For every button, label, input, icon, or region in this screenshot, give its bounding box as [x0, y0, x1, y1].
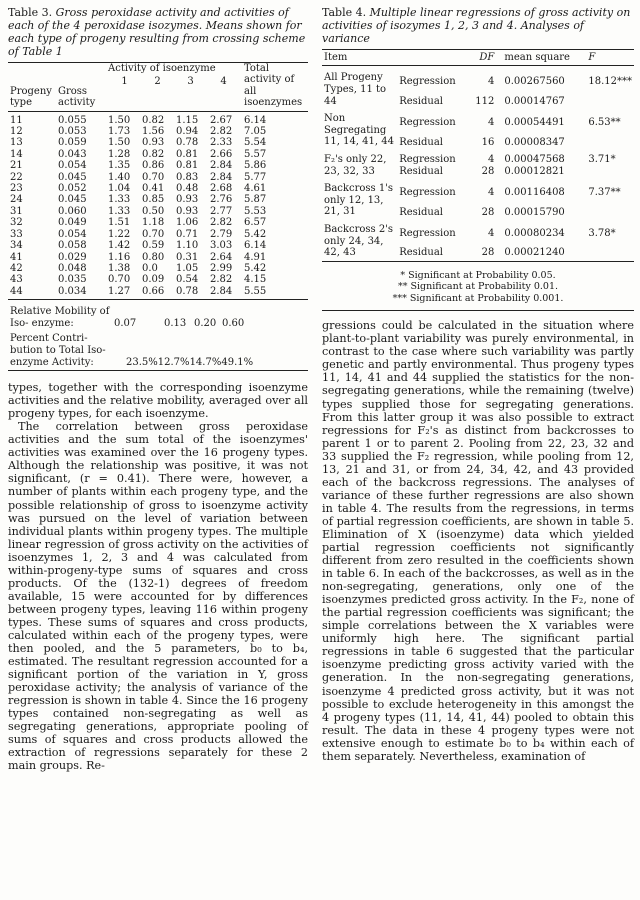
iso2-cell: 0.70: [141, 171, 165, 183]
iso2-cell: 0.86: [141, 160, 165, 172]
table4-source-cell: Regression: [399, 227, 456, 239]
table4-f-cell: 3.71*: [588, 154, 616, 166]
table4-source-cell: Regression: [399, 154, 456, 166]
iso1-cell: 1.04: [108, 183, 131, 195]
table4-bottom-rule: [322, 261, 634, 262]
table3-row: [8, 137, 308, 148]
mobility-4: 0.60: [222, 317, 245, 329]
iso4-cell: 2.77: [209, 205, 233, 217]
table4-source-cell: Residual: [399, 247, 443, 259]
table4-f-cell: 6.53**: [588, 116, 621, 128]
percent-contribution-row: [8, 329, 308, 368]
table3-row: [8, 286, 308, 297]
table4-item-cell: Backcross 1's only 12, 13, 21, 31: [324, 183, 394, 218]
iso3-cell: 0.81: [175, 160, 199, 172]
total-cell: 5.53: [244, 205, 267, 217]
table4-ms-cell: 0.00012821: [504, 165, 565, 177]
iso1-cell: 1.28: [108, 148, 131, 160]
table4-regression-row: [322, 66, 634, 91]
iso4-cell: 2.68: [209, 183, 233, 195]
mobility-1: 0.07: [114, 317, 137, 329]
table3-row: [8, 206, 308, 217]
iso2-cell: 0.09: [141, 274, 165, 286]
table4-item-cell: All Progeny Types, 11 to 44: [324, 72, 387, 107]
col-item: Item: [324, 52, 348, 63]
total-cell: 6.14: [244, 240, 267, 252]
table4-source-cell: Residual: [399, 95, 443, 107]
iso4-cell: 2.82: [209, 274, 233, 286]
table3-row: [8, 126, 308, 137]
table4-f-empty: [586, 166, 634, 178]
total-cell: 6.57: [244, 217, 267, 229]
col-gross-activity: Gross activity: [58, 85, 96, 109]
iso3-cell: 0.78: [175, 137, 199, 149]
table4-df-cell: 28: [481, 247, 495, 259]
table4-f-empty: [586, 132, 634, 148]
iso4-cell: 2.67: [209, 114, 233, 126]
relative-mobility-row: [8, 306, 308, 329]
iso1-cell: 0.70: [108, 274, 131, 286]
table4-source-cell: Residual: [399, 206, 443, 218]
iso-2-header: 2: [154, 76, 161, 88]
table3-row: [8, 229, 308, 240]
iso1-cell: 1.33: [108, 205, 131, 217]
total-cell: 5.42: [244, 262, 267, 274]
table4-ms-cell: 0.00015790: [504, 206, 565, 218]
col-progeny-type: Progeny type: [10, 85, 52, 109]
progeny-type-cell: 33: [10, 228, 23, 240]
iso1-cell: 1.27: [108, 285, 131, 297]
table4-df-cell: 4: [487, 116, 495, 128]
table3-row: [8, 217, 308, 228]
table4-f-empty: [586, 202, 634, 218]
table4-item-cell: F₂'s only 22, 23, 32, 33: [324, 153, 387, 177]
mobility-3: 0.20: [194, 317, 217, 329]
col-mean-square: mean square: [504, 52, 570, 63]
table4-end-rule: [322, 310, 634, 311]
percent-3: 14.7%: [189, 356, 222, 368]
iso3-cell: 0.54: [175, 274, 199, 286]
progeny-type-cell: 24: [10, 194, 23, 206]
table3-label: Table 3.: [8, 6, 53, 19]
iso1-cell: 1.33: [108, 194, 131, 206]
total-cell: 5.42: [244, 228, 267, 240]
iso4-cell: 2.64: [209, 251, 233, 263]
table3-row: [8, 160, 308, 171]
iso3-cell: 0.93: [175, 205, 199, 217]
progeny-type-cell: 44: [10, 285, 23, 297]
table4-ms-cell: 0.00021240: [504, 247, 565, 259]
percent-4: 49.1%: [221, 356, 254, 368]
iso1-cell: 1.50: [108, 137, 131, 149]
iso-1-header: 1: [121, 76, 128, 88]
table4-item-cell: Backcross 2's only 24, 34, 42, 43: [324, 223, 394, 259]
table4-df-cell: 28: [481, 165, 495, 177]
iso3-cell: 1.10: [175, 240, 199, 252]
total-cell: 5.87: [244, 194, 267, 206]
col-total-activity: Total activity of all isoenzymes: [244, 63, 303, 109]
iso2-cell: 0.93: [141, 137, 165, 149]
iso4-cell: 2.84: [209, 171, 233, 183]
percent-values: [112, 329, 308, 368]
iso3-cell: 1.06: [175, 217, 199, 229]
iso4-cell: 2.84: [209, 285, 233, 297]
table3-body: [8, 112, 308, 298]
progeny-type-cell: 13: [10, 137, 23, 149]
table3-footer: [8, 306, 308, 368]
iso4-cell: 2.33: [209, 137, 233, 149]
col-df: DF: [479, 52, 495, 63]
relative-mobility-label: Relative Mobility of Iso- enzyme:: [10, 306, 110, 329]
iso3-cell: 0.78: [175, 285, 199, 297]
gross-activity-cell: 0.048: [58, 262, 87, 274]
table4-notes: [322, 270, 634, 305]
col-isoenzyme-group: [106, 63, 242, 111]
table4-df-cell: 4: [487, 227, 495, 239]
gross-activity-cell: 0.052: [58, 183, 87, 195]
table4-df-cell: 4: [487, 186, 495, 198]
total-cell: 5.77: [244, 171, 267, 183]
progeny-type-cell: 41: [10, 251, 23, 263]
iso2-cell: 0.66: [141, 285, 165, 297]
total-cell: 4.91: [244, 251, 267, 263]
progeny-type-cell: 43: [10, 274, 23, 286]
gross-activity-cell: 0.059: [58, 137, 87, 149]
iso2-cell: 0.80: [141, 251, 165, 263]
table4-f-cell: 3.78*: [588, 227, 616, 239]
table3-row: [8, 112, 308, 126]
table4-source-cell: Residual: [399, 165, 443, 177]
iso1-cell: 1.73: [108, 126, 131, 138]
progeny-type-cell: 31: [10, 205, 23, 217]
progeny-type-cell: 12: [10, 126, 23, 138]
table4-label: Table 4.: [322, 6, 367, 19]
percent-1: 23.5%: [126, 356, 158, 368]
table4-ms-cell: 0.00080234: [504, 227, 565, 239]
gross-activity-cell: 0.043: [58, 148, 87, 160]
progeny-type-cell: 32: [10, 217, 23, 229]
table3-caption-text: Gross peroxidase activity and activities of each of the 4 peroxidase isozymes. Means shown for each type of progeny resulting from crossing scheme of Table 1: [8, 6, 306, 58]
progeny-type-cell: 34: [10, 240, 23, 252]
iso2-cell: 0.0: [141, 262, 158, 274]
iso1-cell: 1.16: [108, 251, 131, 263]
total-cell: 4.15: [244, 274, 267, 286]
iso3-cell: 1.05: [175, 262, 199, 274]
iso4-cell: 2.99: [209, 262, 233, 274]
gross-activity-cell: 0.055: [58, 114, 87, 126]
gross-activity-cell: 0.045: [58, 171, 87, 183]
iso1-cell: 1.50: [108, 114, 131, 126]
gross-activity-cell: 0.045: [58, 194, 87, 206]
table3-bottom-rule: [8, 299, 308, 300]
table4-df-cell: 4: [487, 76, 495, 88]
iso2-cell: 0.82: [141, 114, 165, 126]
total-cell: 5.55: [244, 285, 267, 297]
table3-caption: [8, 6, 308, 58]
note-p01: ** Significant at Probability 0.01.: [397, 281, 559, 293]
table4-ms-cell: 0.00014767: [504, 95, 565, 107]
iso2-cell: 1.18: [141, 217, 165, 229]
table4-f-empty: [586, 91, 634, 107]
iso1-cell: 1.42: [108, 240, 131, 252]
table4-df-cell: 28: [481, 206, 495, 218]
table3-end-rule: [8, 370, 308, 371]
table4-source-cell: Residual: [399, 136, 443, 148]
table3-row: [8, 240, 308, 251]
iso4-cell: 2.66: [209, 148, 233, 160]
table4-df-cell: 4: [487, 154, 495, 166]
iso3-cell: 0.31: [175, 251, 199, 263]
right-paragraph-1: gressions could be calculated in the situation where plant-to-plant variability was purely environmental, in contrast to the case where such variability was partly genetic and partly environmental. Thus progeny types 11, 14, 41 and 44 supplied the statistics for the non-segregating generations, while the remaining (twelve) types supplied those for segregating generations. From this latter group it was also possible to extract regressions for F₂'s as distinct from backcrosses to parent 1 or to parent 2. Pooling from 22, 23, 32 and 33 supplied the F₂ regression, while pooling from 12, 13, 21 and 31, or from 24, 34, 42, and 43 provided each of the backcross regressions. The analyses of variance of these further regressions are also shown in table 4. The results from the regressions, in terms of partial regression coefficients, are shown in table 5. Elimination of X (isoenzyme) data which yielded partial regression coefficients not significantly different from zero resulted in the coefficients shown in table 6. In each of the backcrosses, as well as in the non-segregating, generations, only one of the isoenzymes predicted gross activity. In the F₂, none of the partial regression coefficients was significant; the simple correlations between the X variables were uniformly high here. The significant partial regressions in table 6 suggested that the particular isoenzyme predicting gross activity varied with the generation. In the non-segregating generations, isoenzyme 4 predicted gross activity, but it was not possible to exclude heterogeneity in this amongst the 4 progeny types (11, 14, 41, 44) pooled to obtain this result. The data in these 4 progeny types were not extensive enough to estimate b₀ to b₄ within each of them separately. Nevertheless, examination of: [322, 319, 634, 763]
table4-ms-cell: 0.00267560: [504, 76, 565, 88]
progeny-type-cell: 23: [10, 183, 23, 195]
gross-activity-cell: 0.054: [58, 228, 87, 240]
mobility-2: 0.13: [164, 317, 187, 329]
table4-caption-text: Multiple linear regressions of gross activity on activities of isozymes 1, 2, 3 and 4. Analyses of variance: [322, 6, 631, 45]
left-paragraph-2: The correlation between gross peroxidase activities and the sum total of the isoenzymes' activities was examined over the 16 progeny types. Although the relationship was positive, it was not significant, (r = 0.41). There were, however, a number of plants within each progeny type, and the possible relationship of gross to isoenzyme activity was pursued on the level of variation between individual plants within progeny types. The multiple linear regression of gross activity on the activities of isoenzymes 1, 2, 3 and 4 was calculated from within-progeny-type sums of squares and cross products. Of the (132-1) degrees of freedom available, 15 were accounted for by differences between progeny types, leaving 116 within progeny types. These sums of squares and cross products, calculated within each of the progeny types, were then pooled, and the 5 parameters, b₀ to b₄, estimated. The resultant regression accounted for a significant portion of the variation in Y, gross peroxidase activity; the analysis of variance of the regression is shown in table 4. Since the 16 progeny types contained non-segregating as well as segregating generations, appropriate pooling of sums of squares and cross products allowed the extraction of regressions separately for these 2 main groups. Re-: [8, 420, 308, 773]
gross-activity-cell: 0.035: [58, 274, 87, 286]
progeny-type-cell: 22: [10, 171, 23, 183]
table4-df-cell: 16: [481, 136, 495, 148]
total-cell: 4.61: [244, 183, 267, 195]
iso1-cell: 1.40: [108, 171, 131, 183]
progeny-type-cell: 42: [10, 262, 23, 274]
col-f: F: [588, 52, 596, 63]
table3-row: [8, 194, 308, 205]
right-column: [322, 6, 634, 763]
iso2-cell: 0.82: [141, 148, 165, 160]
iso4-cell: 2.76: [209, 194, 233, 206]
total-cell: 5.57: [244, 148, 267, 160]
iso3-cell: 0.83: [175, 171, 199, 183]
iso1-cell: 1.51: [108, 217, 131, 229]
gross-activity-cell: 0.049: [58, 217, 87, 229]
total-cell: 7.05: [244, 126, 267, 138]
table4-source-cell: Regression: [399, 116, 456, 128]
iso4-cell: 3.03: [209, 240, 233, 252]
iso4-cell: 2.82: [209, 126, 233, 138]
iso2-cell: 0.85: [141, 194, 165, 206]
table3-row: [8, 263, 308, 274]
table4-body: [322, 66, 634, 258]
table4-item-cell: Non Segregating 11, 14, 41, 44: [324, 113, 394, 148]
progeny-type-cell: 14: [10, 148, 23, 160]
iso3-cell: 0.94: [175, 126, 199, 138]
iso-3-header: 3: [187, 76, 194, 88]
table3: [8, 63, 308, 297]
table4-ms-cell: 0.00008347: [504, 136, 565, 148]
iso1-cell: 1.22: [108, 228, 131, 240]
iso1-cell: 1.38: [108, 262, 131, 274]
iso2-cell: 0.70: [141, 228, 165, 240]
iso3-cell: 0.71: [175, 228, 199, 240]
percent-contribution-label: Percent Contri- bution to Total Iso- enzyme Activity:: [10, 333, 106, 368]
table4-regression-row: [322, 107, 634, 132]
iso2-cell: 0.50: [141, 205, 165, 217]
table4-f-empty: [586, 243, 634, 259]
iso4-cell: 2.82: [209, 217, 233, 229]
table4-regression-row: [322, 177, 634, 202]
gross-activity-cell: 0.053: [58, 126, 87, 138]
iso2-cell: 0.41: [141, 183, 165, 195]
iso3-cell: 1.15: [175, 114, 199, 126]
iso3-cell: 0.81: [175, 148, 199, 160]
table3-row: [8, 149, 308, 160]
percent-2: 12.7%: [157, 356, 190, 368]
total-cell: 5.86: [244, 160, 267, 172]
total-cell: 5.54: [244, 137, 267, 149]
table3-row: [8, 252, 308, 263]
note-p05: * Significant at Probability 0.05.: [400, 269, 556, 281]
gross-activity-cell: 0.058: [58, 240, 87, 252]
iso3-cell: 0.48: [175, 183, 199, 195]
left-column: [8, 6, 308, 773]
iso2-cell: 0.59: [141, 240, 165, 252]
table3-row: [8, 183, 308, 194]
table3-row: [8, 172, 308, 183]
iso4-cell: 2.79: [209, 228, 233, 240]
left-paragraph-1: types, together with the corresponding isoenzyme activities and the relative mobility, averaged over all progeny types, for each isoenzyme.: [8, 381, 308, 421]
table4-caption: [322, 6, 634, 45]
gross-activity-cell: 0.054: [58, 160, 87, 172]
table4-regression-row: [322, 148, 634, 166]
progeny-type-cell: 11: [10, 114, 23, 126]
progeny-type-cell: 21: [10, 160, 23, 172]
table4-regression-row: [322, 218, 634, 243]
table4-ms-cell: 0.00116408: [504, 186, 565, 198]
table4-ms-cell: 0.00047568: [504, 154, 565, 166]
table4-ms-cell: 0.00054491: [504, 116, 565, 128]
table3-row: [8, 274, 308, 285]
table4-source-cell: Regression: [399, 186, 456, 198]
iso-number-row: [108, 76, 240, 87]
iso1-cell: 1.35: [108, 160, 131, 172]
iso4-cell: 2.84: [209, 160, 233, 172]
table4: [322, 50, 634, 259]
iso-4-header: 4: [220, 76, 227, 88]
note-p001: *** Significant at Probability 0.001.: [392, 292, 564, 304]
table4-f-cell: 18.12***: [588, 76, 632, 88]
gross-activity-cell: 0.034: [58, 285, 87, 297]
col-source: [397, 50, 465, 65]
gross-activity-cell: 0.029: [58, 251, 87, 263]
iso3-cell: 0.93: [175, 194, 199, 206]
gross-activity-cell: 0.060: [58, 205, 87, 217]
table4-f-cell: 7.37**: [588, 186, 621, 198]
table4-source-cell: Regression: [399, 76, 456, 88]
isoenzyme-group-label: Activity of isoenzyme: [108, 63, 216, 74]
iso2-cell: 1.56: [141, 126, 165, 138]
table4-df-cell: 112: [475, 95, 495, 107]
total-cell: 6.14: [244, 114, 267, 126]
